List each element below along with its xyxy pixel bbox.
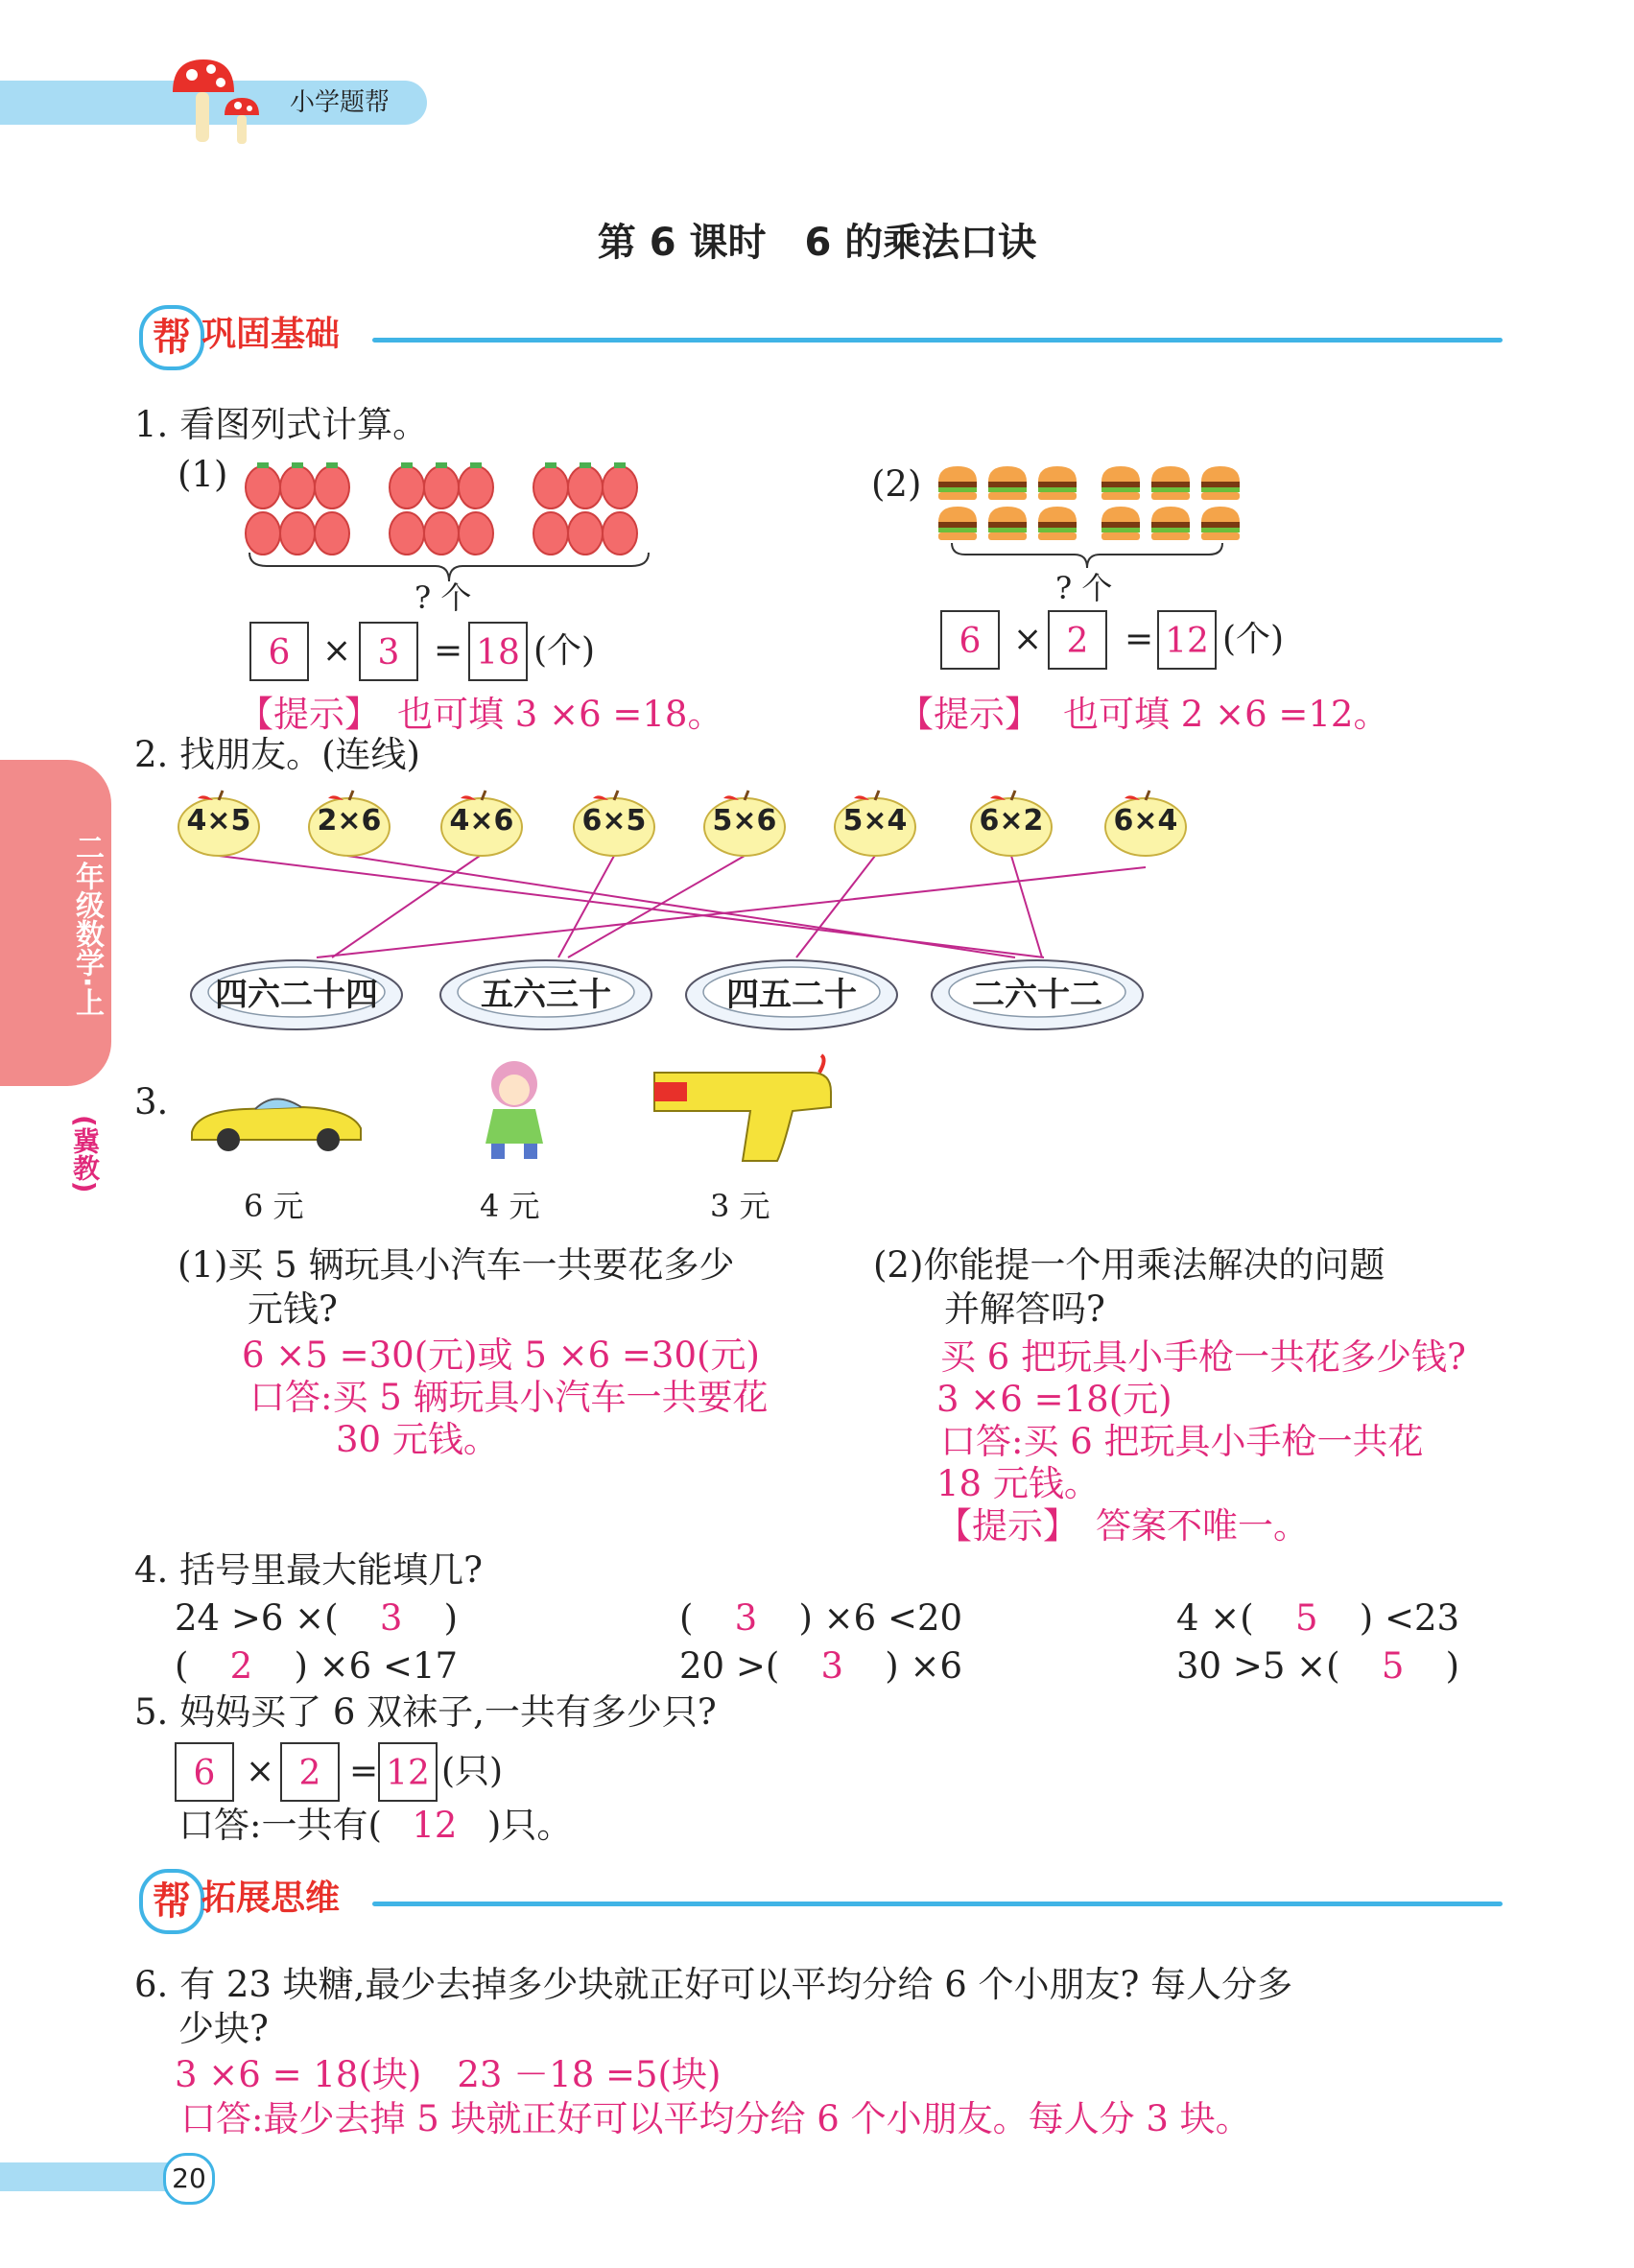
- q1-p2-hint-tag: 【提示】: [898, 694, 1040, 735]
- q3-p2-hint: 答案不唯一。: [1096, 1505, 1309, 1547]
- section-title-basic: 巩固基础: [201, 315, 341, 354]
- apple-card: 6×2: [967, 789, 1055, 858]
- apple-card: 5×6: [700, 789, 789, 858]
- q1-p1-hint-tag: 【提示】: [238, 694, 380, 735]
- q1-p1-equals: =: [434, 631, 463, 671]
- q4-item: 30 >5 ×( 5 ): [1176, 1645, 1460, 1687]
- q4-item: ( 3 ) ×6 <20: [679, 1597, 963, 1639]
- q1-p2-unit: (个): [1222, 620, 1285, 659]
- q3-p1-question-cont: 元钱?: [248, 1288, 338, 1330]
- q4-title: 4. 括号里最大能填几?: [134, 1549, 483, 1591]
- apple-card: 6×4: [1101, 789, 1190, 858]
- price-gun: 3 元: [710, 1188, 770, 1224]
- q4-item: 20 >( 3 ) ×6: [679, 1645, 963, 1687]
- section-title-extend: 拓展思维: [201, 1878, 341, 1918]
- q4-item: 24 >6 ×( 3 ): [175, 1597, 459, 1639]
- q3-label: 3.: [134, 1081, 169, 1122]
- page-title: 第 6 课时 6 的乘法口诀: [597, 221, 1037, 265]
- q1-p2-question: ? 个: [1055, 570, 1113, 606]
- q1-p1-hint: 也可填 3 ×6 =18。: [397, 694, 723, 735]
- section-badge: 帮: [139, 305, 204, 370]
- side-tab-grade: 二年级数学·上: [70, 833, 104, 1017]
- q1-p1-times: ×: [322, 631, 352, 671]
- q1-title: 1. 看图列式计算。: [134, 404, 429, 445]
- apple-card: 5×4: [831, 789, 919, 858]
- q6-oral: 口答:最少去掉 5 块就正好可以平均分给 6 个小朋友。每人分 3 块。: [180, 2098, 1251, 2139]
- q5-equals: =: [349, 1752, 379, 1791]
- q6-answer: 3 ×6 = 18(块) 23 －18 =5(块): [175, 2054, 722, 2095]
- q1-p2-factor-b: 2: [1048, 610, 1107, 670]
- q3-p2-answer-q: 买 6 把玩具小手枪一共花多少钱?: [940, 1336, 1466, 1378]
- q5-unit: (只): [441, 1752, 504, 1791]
- footer-bar: [0, 2162, 173, 2191]
- q3-p2-hint-tag: 【提示】: [936, 1505, 1078, 1547]
- q5-title: 5. 妈妈买了 6 双袜子,一共有多少只?: [134, 1691, 717, 1733]
- q3-p1-question: (1)买 5 辆玩具小汽车一共要花多少: [178, 1244, 735, 1286]
- plate-card: 四六二十四: [188, 957, 405, 1032]
- q1-p1-result: 18: [468, 622, 528, 681]
- q5-times: ×: [246, 1752, 275, 1791]
- section-divider: [372, 1902, 1503, 1906]
- q4-item: ( 2 ) ×6 <17: [175, 1645, 459, 1687]
- q3-p2-oral: 口答:买 6 把玩具小手枪一共花: [940, 1421, 1424, 1462]
- q3-p2-question-cont: 并解答吗?: [944, 1288, 1105, 1330]
- price-doll: 4 元: [480, 1188, 540, 1224]
- q5-oral: 口答:一共有( 12 )只。: [178, 1805, 573, 1846]
- doll-icon: [464, 1055, 560, 1163]
- brand-text: 小学题帮: [290, 88, 391, 117]
- q1-p1-question: ? 个: [414, 579, 472, 616]
- q1-p2-times: ×: [1013, 620, 1043, 659]
- q3-p1-answer: 6 ×5 =30(元)或 5 ×6 =30(元): [242, 1335, 760, 1376]
- page-number: 20: [163, 2153, 215, 2205]
- q1-p1-unit: (个): [533, 631, 596, 671]
- q4-item: 4 ×( 5 ) <23: [1176, 1597, 1460, 1639]
- section-badge: 帮: [139, 1869, 204, 1934]
- price-car: 6 元: [244, 1188, 304, 1224]
- q3-p2-question: (2)你能提一个用乘法解决的问题: [873, 1244, 1385, 1286]
- q5-factor-a: 6: [175, 1742, 234, 1802]
- apple-card: 4×5: [175, 789, 263, 858]
- q1-p2-result: 12: [1157, 610, 1217, 670]
- q1-p1-factor-a: 6: [249, 622, 309, 681]
- q1-p2-hint: 也可填 2 ×6 =12。: [1063, 694, 1389, 735]
- q6-question-cont: 少块?: [178, 2008, 269, 2049]
- q3-p2-answer: 3 ×6 =18(元): [936, 1379, 1172, 1420]
- toy-car-icon: [188, 1084, 365, 1153]
- q6-question: 6. 有 23 块糖,最少去掉多少块就正好可以平均分给 6 个小朋友? 每人分多: [134, 1964, 1293, 2005]
- q1-p2-label: (2): [871, 463, 922, 505]
- q1-p1-label: (1): [178, 454, 228, 495]
- plate-card: 五六三十: [438, 957, 654, 1032]
- plate-card: 二六十二: [929, 957, 1146, 1032]
- q5-result: 12: [378, 1742, 438, 1802]
- q1-p1-factor-b: 3: [359, 622, 418, 681]
- q1-p2-factor-a: 6: [940, 610, 1000, 670]
- apple-card: 4×6: [438, 789, 526, 858]
- q1-p2-equals: =: [1125, 620, 1154, 659]
- apple-card: 2×6: [305, 789, 393, 858]
- q2-title: 2. 找朋友。(连线): [134, 734, 420, 775]
- plate-card: 四五二十: [683, 957, 900, 1032]
- q3-p1-oral: 口答:买 5 辆玩具小汽车一共要花: [249, 1377, 769, 1418]
- toy-gun-icon: [649, 1053, 835, 1165]
- apple-card: 6×5: [570, 789, 658, 858]
- q3-p2-oral-cont: 18 元钱。: [936, 1463, 1100, 1504]
- q5-factor-b: 2: [280, 1742, 340, 1802]
- side-tab-edition: (冀教): [69, 1115, 101, 1193]
- q3-p1-oral-cont: 30 元钱。: [336, 1419, 499, 1460]
